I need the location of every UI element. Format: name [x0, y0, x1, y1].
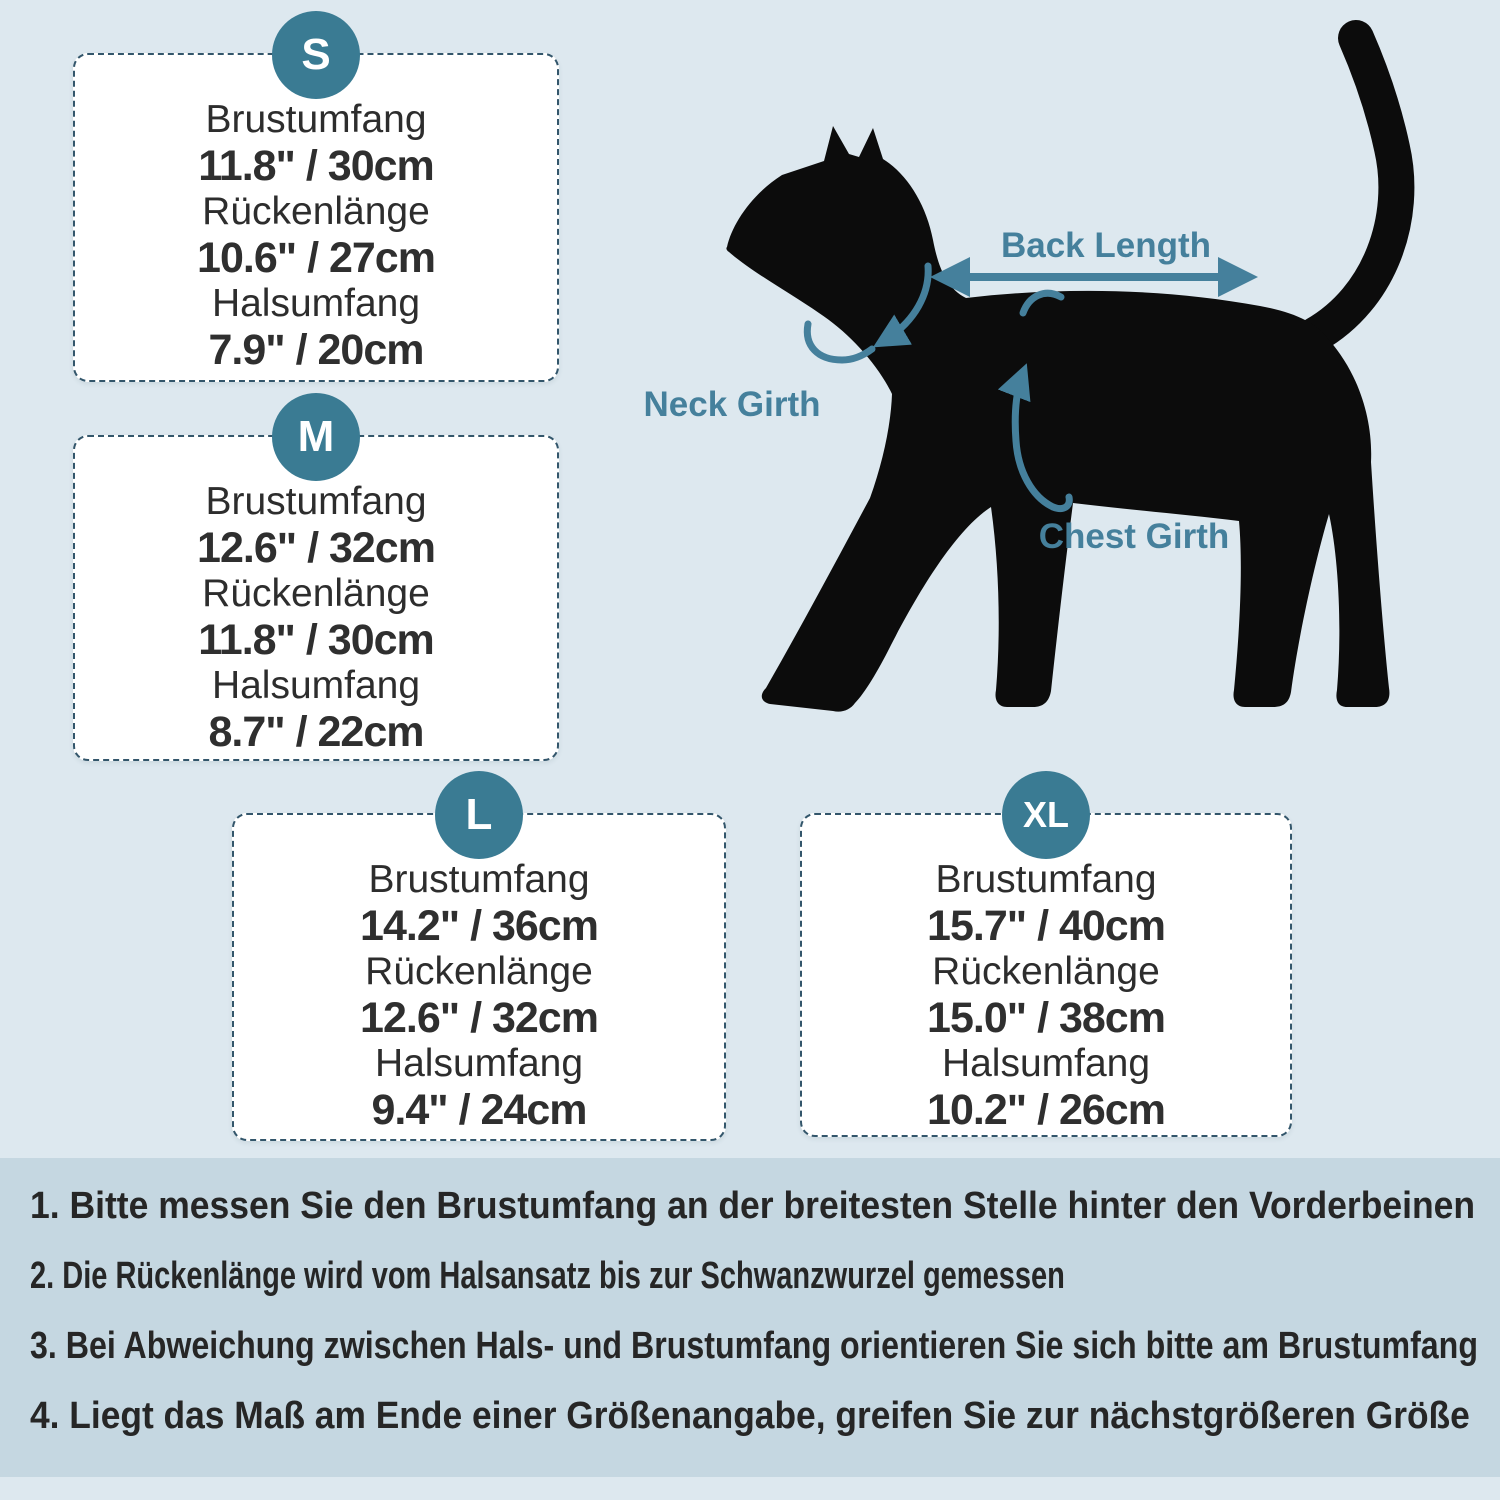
measurement-rows	[802, 857, 1290, 1133]
cat-tail	[1315, 38, 1396, 335]
measurement-label: Rückenlänge	[365, 950, 593, 993]
measurement-label: Rückenlänge	[202, 572, 430, 615]
measurement-rows	[75, 479, 557, 755]
size-badge-label: M	[297, 412, 335, 461]
size-badge-label: XL	[1022, 794, 1069, 835]
size-badge-l	[435, 771, 523, 859]
cat-measurement-diagram	[620, 0, 1420, 720]
instruction-item: 4. Liegt das Maß am Ende einer Größenangabe, greifen Sie zur nächstgrößeren Größe	[30, 1395, 1470, 1437]
size-badge-label: L	[465, 790, 493, 839]
measurement-label: Halsumfang	[941, 1042, 1151, 1085]
size-badge-m	[272, 393, 360, 481]
instruction-item: 1. Bitte messen Sie den Brustumfang an der breitesten Stelle hinter den Vorderbeinen	[30, 1185, 1476, 1227]
size-badge-xl	[1002, 771, 1090, 859]
measurement-label: Brustumfang	[935, 858, 1157, 901]
cat-silhouette	[620, 0, 1420, 720]
measurement-label: Rückenlänge	[932, 950, 1160, 993]
measurement-label: Halsumfang	[211, 664, 421, 707]
measurement-value: 15.0" / 38cm	[927, 994, 1165, 1042]
measurement-value: 14.2" / 36cm	[360, 902, 598, 950]
measurement-rows	[234, 857, 724, 1133]
measurement-label: Brustumfang	[368, 858, 590, 901]
instruction-item: 2. Die Rückenlänge wird vom Halsansatz bis zur Schwanzwurzel gemessen	[30, 1255, 1065, 1297]
size-card-xl	[800, 794, 1292, 1137]
measurement-label: Rückenlänge	[202, 190, 430, 233]
measurement-value: 12.6" / 32cm	[197, 524, 435, 572]
measurement-value: 15.7" / 40cm	[927, 902, 1165, 950]
measurement-value: 11.8" / 30cm	[198, 616, 434, 664]
measurement-rows	[75, 97, 557, 373]
measurement-label: Halsumfang	[374, 1042, 584, 1085]
instruction-item: 3. Bei Abweichung zwischen Hals- und Brustumfang orientieren Sie sich bitte am Brustumfang	[30, 1325, 1478, 1367]
measurement-value: 10.2" / 26cm	[927, 1086, 1165, 1134]
size-card-m	[73, 412, 559, 761]
measurement-label: Brustumfang	[205, 480, 427, 523]
measurement-value: 10.6" / 27cm	[197, 234, 435, 282]
chest-girth-label: Chest Girth	[1038, 517, 1230, 556]
measurement-label: Brustumfang	[205, 98, 427, 141]
measurement-value: 8.7" / 22cm	[208, 708, 424, 756]
measurement-value: 11.8" / 30cm	[198, 142, 434, 190]
measurement-label: Halsumfang	[211, 282, 421, 325]
neck-girth-label: Neck Girth	[643, 385, 821, 424]
measurement-value: 7.9" / 20cm	[208, 326, 424, 374]
measurement-value: 9.4" / 24cm	[371, 1086, 587, 1134]
measurement-value: 12.6" / 32cm	[360, 994, 598, 1042]
size-badge-s	[272, 11, 360, 99]
back-length-label: Back Length	[1000, 226, 1212, 265]
size-card-s	[73, 30, 559, 382]
size-badge-label: S	[301, 30, 331, 79]
size-card-l	[232, 790, 726, 1141]
